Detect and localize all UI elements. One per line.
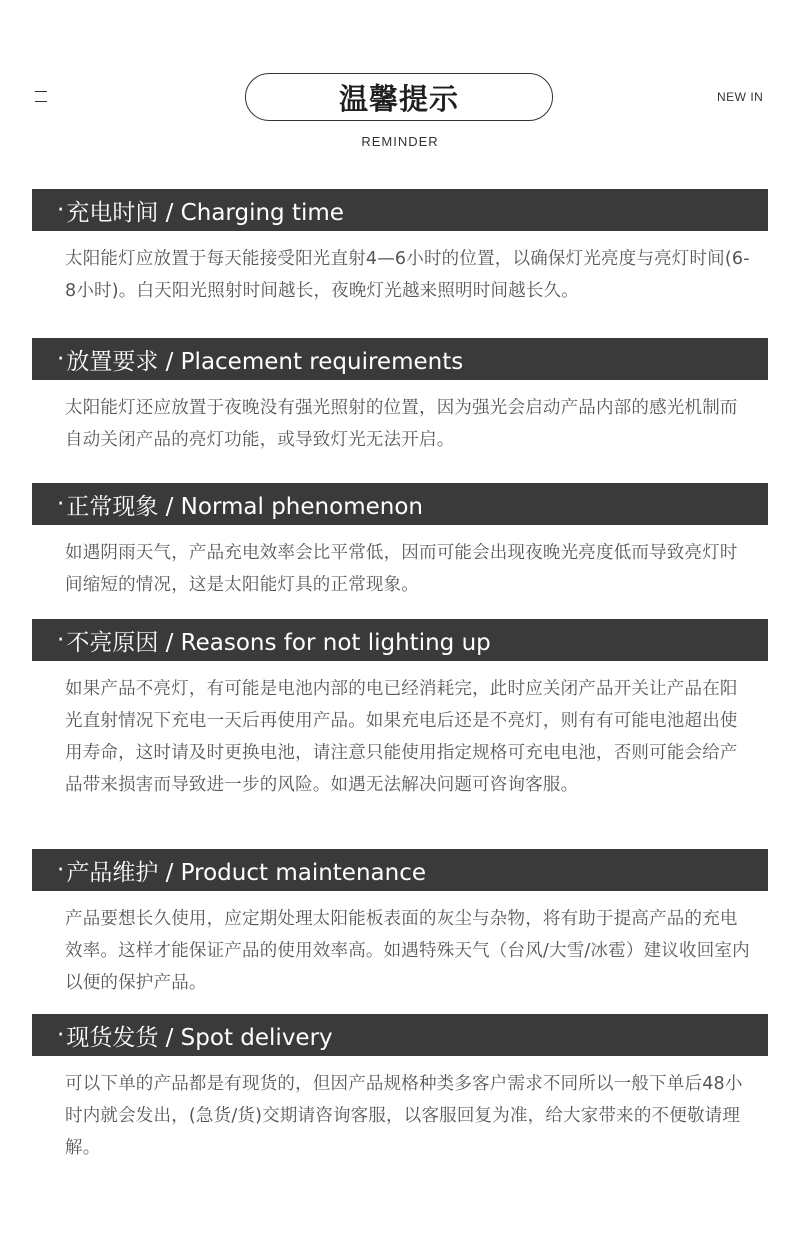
bullet-dot: · [57, 1022, 65, 1048]
bullet-dot: · [57, 627, 65, 653]
bullet-dot: · [57, 857, 65, 883]
section-body: 可以下单的产品都是有现货的，但因产品规格种类多客户需求不同所以一般下单后48小时内就会发出，(急货/货)交期请咨询客服，以客服回复为准，给大家带来的不便敬请理解。 [65, 1074, 743, 1158]
section-heading-bar [32, 1014, 768, 1056]
section-body: 如遇阴雨天气，产品充电效率会比平常低，因而可能会出现夜晚光亮度低而导致亮灯时间缩短的情况，这是太阳能灯具的正常现象。 [65, 543, 738, 595]
new-in-label: NEW IN [717, 90, 764, 104]
bullet-dot: · [57, 197, 65, 223]
section-heading-bar [32, 189, 768, 231]
section-body: 太阳能灯还应放置于夜晚没有强光照射的位置，因为强光会启动产品内部的感光机制而自动关闭产品的亮灯功能，或导致灯光无法开启。 [65, 398, 738, 450]
section-body: 太阳能灯应放置于每天能接受阳光直射4—6小时的位置，以确保灯光亮度与亮灯时间(6-8小时)。白天阳光照射时间越长，夜晚灯光越来照明时间越长久。 [65, 249, 750, 301]
section-heading-bar [32, 619, 768, 661]
section-heading: 不亮原因 / Reasons for not lighting up [66, 629, 491, 656]
bullet-dot: · [57, 491, 65, 517]
page-header [0, 0, 800, 170]
section-heading-bar [32, 849, 768, 891]
section-heading-bar [32, 338, 768, 380]
menu-icon[interactable] [35, 90, 47, 104]
section-heading: 现货发货 / Spot delivery [66, 1024, 333, 1051]
section-heading-bar [32, 483, 768, 525]
section-heading: 正常现象 / Normal phenomenon [66, 493, 423, 520]
section-body: 产品要想长久使用，应定期处理太阳能板表面的灰尘与杂物，将有助于提高产品的充电效率。这样才能保证产品的使用效率高。如遇特殊天气（台风/大雪/冰雹）建议收回室内以便的保护产品。 [65, 909, 750, 993]
page-subtitle: REMINDER [361, 134, 439, 149]
title-pill [245, 73, 553, 121]
section-heading: 充电时间 / Charging time [66, 199, 344, 226]
page-title: 温馨提示 [338, 81, 459, 116]
bullet-dot: · [57, 346, 65, 372]
section-body: 如果产品不亮灯，有可能是电池内部的电已经消耗完，此时应关闭产品开关让产品在阳光直射情况下充电一天后再使用产品。如果充电后还是不亮灯，则有有可能电池超出使用寿命，这时请及时更换电池，请注意只能使用指定规格可充电电池，否则可能会给产品带来损害而导致进一步的风险。如遇无法解决问题可咨询客服。 [65, 679, 738, 795]
section-heading: 放置要求 / Placement requirements [66, 348, 464, 375]
section-heading: 产品维护 / Product maintenance [66, 859, 427, 886]
